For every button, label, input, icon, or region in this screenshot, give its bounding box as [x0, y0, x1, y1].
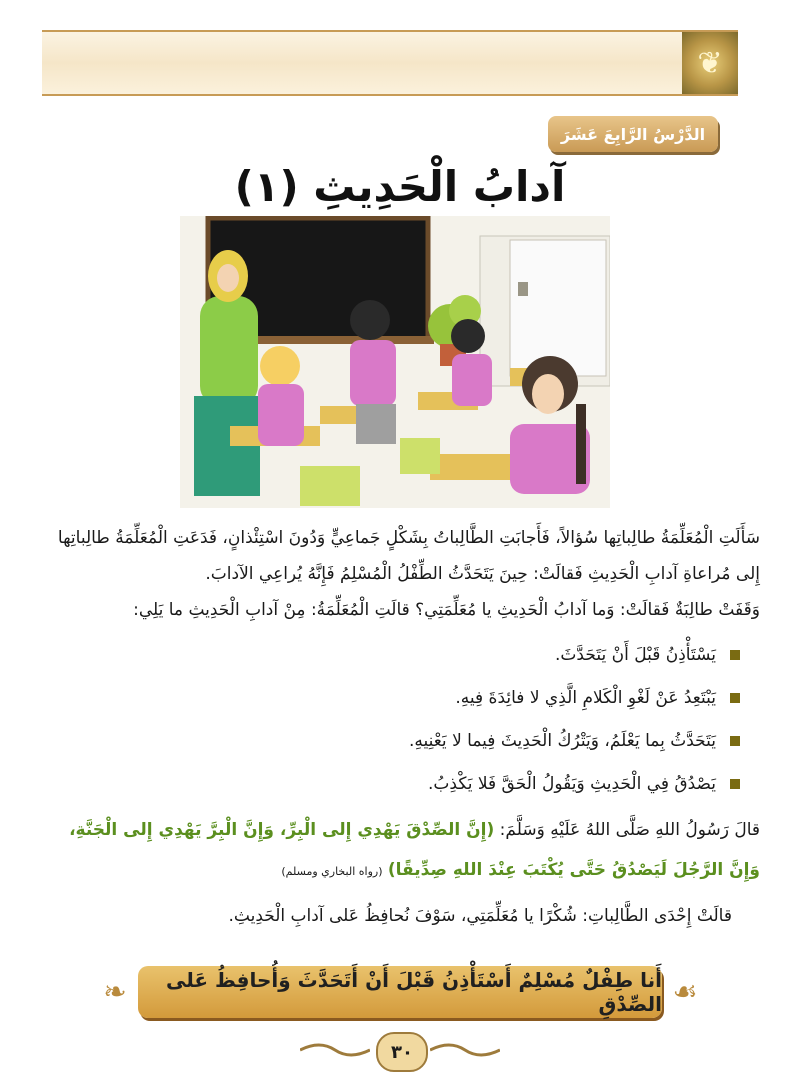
- hadith-intro: قالَ رَسُولُ اللهِ صَلَّى اللهُ عَلَيْهِ وَسَلَّمَ:: [494, 820, 760, 840]
- header-banner: [42, 30, 738, 96]
- list-item: يَسْتَأْذِنُ قَبْلَ أَنْ يَتَحَدَّثَ.: [40, 634, 716, 677]
- question-paragraph: وَقَفَتْ طالِبَةٌ فَقالَتْ: وَما آدابُ الْحَدِيثِ يا مُعَلِّمَتِي؟ قالَتِ الْمُعَلِّمَةُ: مِنْ آدابِ الْحَدِيثِ ما يَلِي:: [133, 600, 760, 620]
- ornament-icon: ☙: [672, 975, 698, 1008]
- intro-paragraph: سَأَلَتِ الْمُعَلِّمَةُ طالِباتِها سُؤالاً، فَأَجابَتِ الطَّالِباتُ بِشَكْلٍ جَماعِيٍّ وَدُونَ اسْتِئْذانٍ، فَدَعَتِ الْمُعَلِّمَةُ طالِباتِها إِلى مُراعاةِ آدابِ الْحَدِيثِ فَقالَتْ: حِينَ يَتَحَدَّثُ الطِّفْلُ الْمُسْلِمُ فَإِنَّهُ يُراعِي الآدابَ.: [57, 528, 760, 584]
- hadith-text: (إِنَّ الصِّدْقَ يَهْدِي إِلى الْبِرِّ، وَإِنَّ الْبِرَّ يَهْدِي إِلى الْجَنَّةِ، وَإِنَّ الرَّجُلَ لَيَصْدُقُ حَتَّى يُكْتَبَ عِنْدَ اللهِ صِدِّيقًا): [69, 820, 760, 880]
- flourish-icon: [300, 1040, 370, 1060]
- page-number: ٣٠: [376, 1032, 428, 1072]
- page-title: آدابُ الْحَدِيثِ (١): [234, 162, 566, 211]
- ornament-icon: ❦: [682, 32, 738, 94]
- list-item: يَصْدُقُ فِي الْحَدِيثِ وَيَقُولُ الْحَقَّ فَلا يَكْذِبُ.: [40, 763, 716, 806]
- manners-list: [40, 634, 760, 806]
- ornament-icon: ❧: [103, 975, 127, 1008]
- list-item: يَبْتَعِدُ عَنْ لَغْوِ الْكَلامِ الَّذِي لا فائِدَةَ فِيهِ.: [40, 677, 716, 720]
- flourish-icon: [430, 1040, 500, 1060]
- lesson-tag: الدَّرْسُ الرَّابِعَ عَشَرَ: [548, 116, 718, 152]
- page-number-area: [300, 1032, 500, 1072]
- lesson-body: [40, 520, 760, 936]
- classroom-illustration: [180, 216, 610, 508]
- list-item: يَتَحَدَّثُ بِما يَعْلَمُ، وَيَتْرُكُ الْحَدِيثَ فِيما لا يَعْنِيهِ.: [40, 720, 716, 763]
- motto-banner: [100, 966, 700, 1018]
- hadith-block: [40, 810, 760, 892]
- closing-line: قالَتْ إِحْدَى الطَّالِباتِ: شُكْرًا يا مُعَلِّمَتِي، سَوْفَ نُحافِظُ عَلى آدابِ الْحَدِيثِ.: [228, 906, 732, 926]
- hadith-source: (رواه البخاري ومسلم): [281, 865, 383, 878]
- motto-text: أَنا طِفْلٌ مُسْلِمٌ أَسْتَأْذِنُ قَبْلَ أَنْ أَتَحَدَّثَ وَأُحافِظُ عَلى الصِّدْقِ: [138, 966, 662, 1018]
